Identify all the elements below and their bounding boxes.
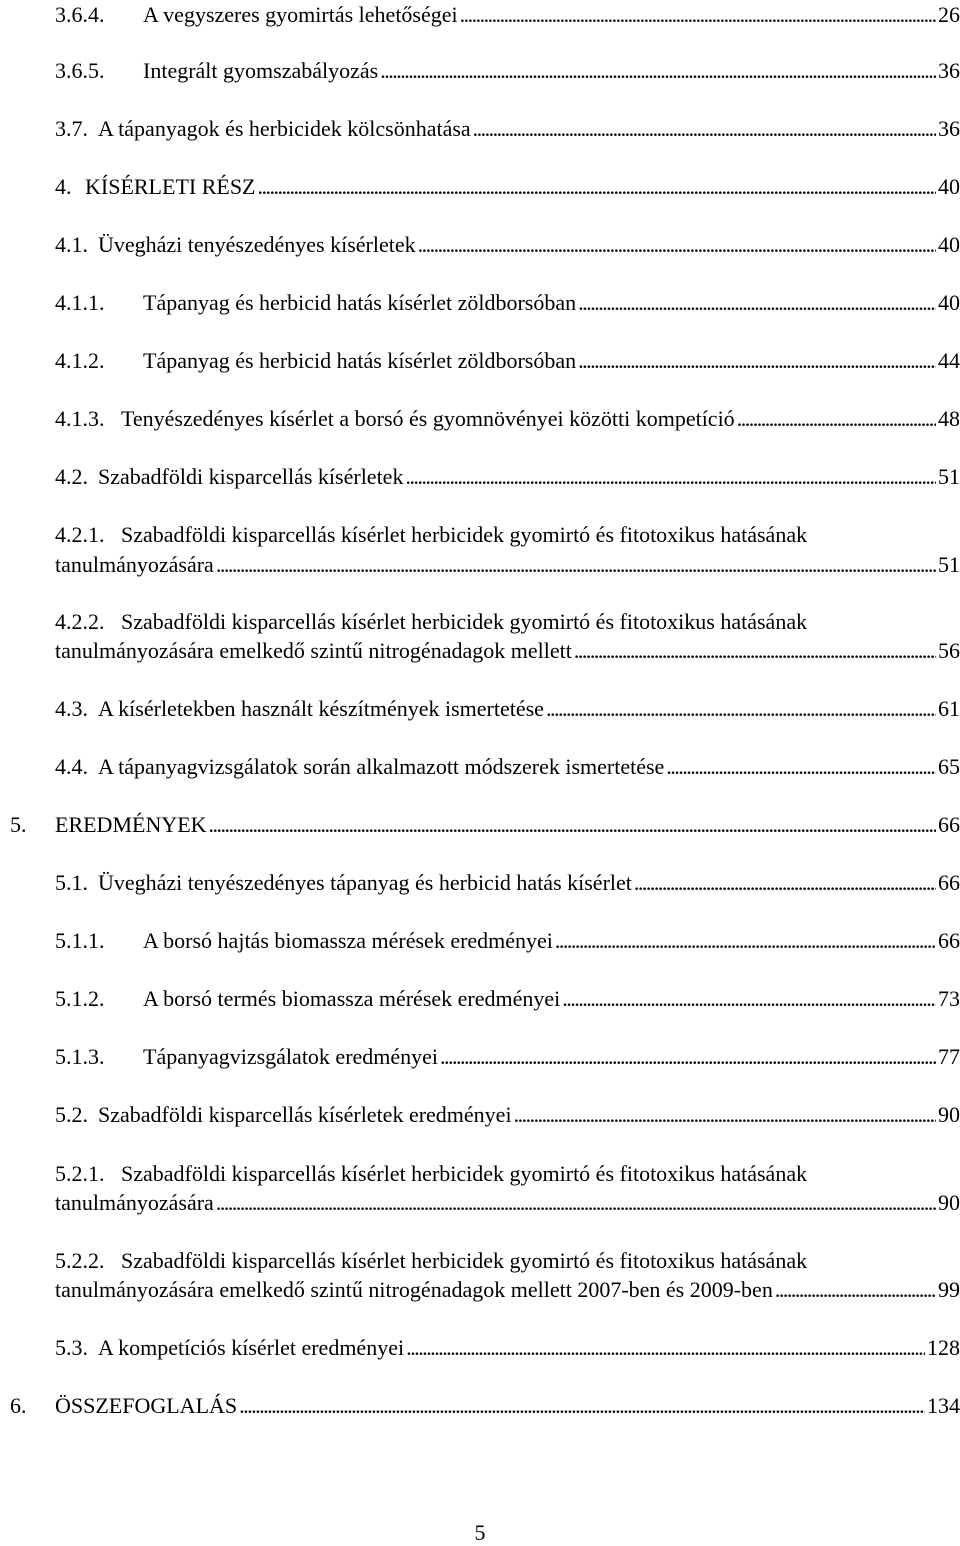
toc-page: 66 (938, 928, 960, 953)
dot-leader (258, 174, 937, 200)
toc-number: 4.2. (55, 464, 88, 489)
toc-title: A kompetíciós kísérlet eredményei (98, 1335, 405, 1360)
toc-number: 5.1.3. (55, 1044, 105, 1069)
toc-entry-5-1-3[interactable] (0, 1044, 960, 1070)
toc-number: 3.7. (55, 116, 88, 141)
toc-page: 128 (927, 1335, 960, 1360)
toc-title: Szabadföldi kisparcellás kísérletek (98, 464, 404, 489)
dot-leader (380, 58, 936, 84)
toc-entry-5[interactable] (0, 812, 960, 838)
toc-entry-4-4[interactable] (0, 754, 960, 780)
toc-entry-3-7[interactable] (0, 116, 960, 142)
toc-title: A tápanyagvizsgálatok során alkalmazott módszerek ismertetése (98, 754, 665, 779)
toc-number: 3.6.4. (55, 2, 105, 27)
toc-title: Üvegházi tenyészedényes kísérletek (98, 232, 416, 257)
dot-leader (460, 2, 936, 28)
dot-leader (578, 348, 936, 374)
toc-entry-5-1-2[interactable] (0, 986, 960, 1012)
toc-entry-5-2-1[interactable] (0, 1161, 960, 1217)
toc-title: tanulmányozására (55, 1190, 214, 1215)
toc-number: 3.6.5. (55, 58, 105, 83)
toc-entry-5-1[interactable] (0, 870, 960, 896)
toc-number: 4.2.1. (55, 522, 105, 547)
toc-number: 5.1.1. (55, 928, 105, 953)
toc-title: tanulmányozására emelkedő szintű nitrogénadagok mellett (55, 638, 572, 663)
toc-entry-4-1[interactable] (0, 232, 960, 258)
toc-page: 90 (938, 1190, 960, 1215)
toc-number: 5.1.2. (55, 986, 105, 1011)
toc-entry-5-3[interactable] (0, 1335, 960, 1361)
toc-title-line1: Szabadföldi kisparcellás kísérlet herbicidek gyomirtó és fitotoxikus hatásának (121, 1161, 808, 1186)
toc-title: A vegyszeres gyomirtás lehetőségei (143, 2, 458, 27)
toc-page: 66 (938, 812, 960, 837)
toc-page: 36 (938, 58, 960, 83)
toc-page: 40 (938, 174, 960, 199)
toc-title: A borsó termés biomassza mérések eredményei (143, 986, 561, 1011)
toc-number: 4.4. (55, 754, 88, 779)
dot-leader (514, 1102, 936, 1128)
toc-entry-3-6-4[interactable] (0, 2, 960, 28)
toc-page: 51 (938, 552, 960, 577)
dot-leader (406, 1335, 925, 1361)
toc-number: 5. (10, 812, 27, 837)
toc-entry-6[interactable] (0, 1393, 960, 1419)
dot-leader (578, 290, 936, 316)
dot-leader (216, 552, 936, 578)
dot-leader (634, 870, 936, 896)
toc-entry-5-2-2[interactable] (0, 1248, 960, 1304)
toc-entry-5-1-1[interactable] (0, 928, 960, 954)
toc-title: EREDMÉNYEK (55, 812, 207, 837)
dot-leader (239, 1393, 925, 1419)
toc-title: Tenyészedényes kísérlet a borsó és gyomnövényei közötti kompetíció (121, 406, 735, 431)
toc-entry-4-2-1[interactable] (0, 522, 960, 578)
toc-number: 5.2.1. (55, 1161, 105, 1186)
toc-title: Integrált gyomszabályozás (143, 58, 379, 83)
toc-title-line1: Szabadföldi kisparcellás kísérlet herbicidek gyomirtó és fitotoxikus hatásának (121, 1248, 808, 1273)
toc-entry-4-1-1[interactable] (0, 290, 960, 316)
toc-page: 40 (938, 290, 960, 315)
toc-page: 66 (938, 870, 960, 895)
toc-entry-4-3[interactable] (0, 696, 960, 722)
toc-page: 99 (938, 1277, 960, 1302)
toc-page: 73 (938, 986, 960, 1011)
dot-leader (574, 638, 936, 664)
dot-leader (209, 812, 936, 838)
dot-leader (546, 696, 936, 722)
toc-page: 56 (938, 638, 960, 663)
toc-title: tanulmányozására (55, 552, 214, 577)
toc-number: 4. (55, 174, 72, 199)
dot-leader (775, 1277, 936, 1303)
toc-page: 77 (938, 1044, 960, 1069)
toc-number: 4.3. (55, 696, 88, 721)
toc-number: 4.2.2. (55, 609, 105, 634)
dot-leader (555, 928, 936, 954)
toc-number: 5.3. (55, 1335, 88, 1360)
toc-title: A kísérletekben használt készítmények ismertetése (98, 696, 544, 721)
dot-leader (473, 116, 936, 142)
toc-title: Tápanyag és herbicid hatás kísérlet zöldborsóban (143, 290, 577, 315)
toc-number: 4.1.1. (55, 290, 105, 315)
dot-leader (562, 986, 936, 1012)
dot-leader (666, 754, 936, 780)
dot-leader (418, 232, 936, 258)
toc-page: 90 (938, 1102, 960, 1127)
toc-title: A tápanyagok és herbicidek kölcsönhatása (98, 116, 471, 141)
toc-number: 4.1. (55, 232, 88, 257)
toc-entry-5-2[interactable] (0, 1102, 960, 1128)
toc-number: 5.2.2. (55, 1248, 105, 1273)
dot-leader (405, 464, 936, 490)
toc-page: 134 (927, 1393, 960, 1418)
toc-page: 48 (938, 406, 960, 431)
toc-number: 5.2. (55, 1102, 88, 1127)
toc-page: 51 (938, 464, 960, 489)
toc-entry-3-6-5[interactable] (0, 58, 960, 84)
page-number: 5 (474, 1520, 486, 1545)
toc-title-line1: Szabadföldi kisparcellás kísérlet herbicidek gyomirtó és fitotoxikus hatásának (121, 522, 808, 547)
dot-leader (737, 406, 936, 432)
toc-title: tanulmányozására emelkedő szintű nitrogénadagok mellett 2007-ben és 2009-ben (55, 1277, 773, 1302)
toc-title: Üvegházi tenyészedényes tápanyag és herbicid hatás kísérlet (98, 870, 632, 895)
toc-entry-4-1-3[interactable] (0, 406, 960, 432)
dot-leader (440, 1044, 936, 1070)
toc-title-line1: Szabadföldi kisparcellás kísérlet herbicidek gyomirtó és fitotoxikus hatásának (121, 609, 808, 634)
toc-number: 4.1.2. (55, 348, 105, 373)
toc-number: 6. (10, 1393, 27, 1418)
toc-page: 40 (938, 232, 960, 257)
toc-number: 5.1. (55, 870, 88, 895)
toc-page: 65 (938, 754, 960, 779)
toc-page: 44 (938, 348, 960, 373)
toc-title: KÍSÉRLETI RÉSZ (85, 174, 256, 199)
toc-page: 26 (938, 2, 960, 27)
dot-leader (216, 1190, 936, 1216)
toc-entry-4-2-2[interactable] (0, 609, 960, 665)
toc-title: Tápanyag és herbicid hatás kísérlet zöldborsóban (143, 348, 577, 373)
toc-title: ÖSSZEFOGLALÁS (55, 1393, 238, 1418)
toc-entry-4[interactable] (0, 174, 960, 200)
toc-entry-4-2[interactable] (0, 464, 960, 490)
toc-entry-4-1-2[interactable] (0, 348, 960, 374)
toc-title: Szabadföldi kisparcellás kísérletek eredményei (98, 1102, 512, 1127)
toc-number: 4.1.3. (55, 406, 105, 431)
toc-page: 61 (938, 696, 960, 721)
toc-page: 36 (938, 116, 960, 141)
toc-title: Tápanyagvizsgálatok eredményei (143, 1044, 439, 1069)
toc-title: A borsó hajtás biomassza mérések eredményei (143, 928, 553, 953)
